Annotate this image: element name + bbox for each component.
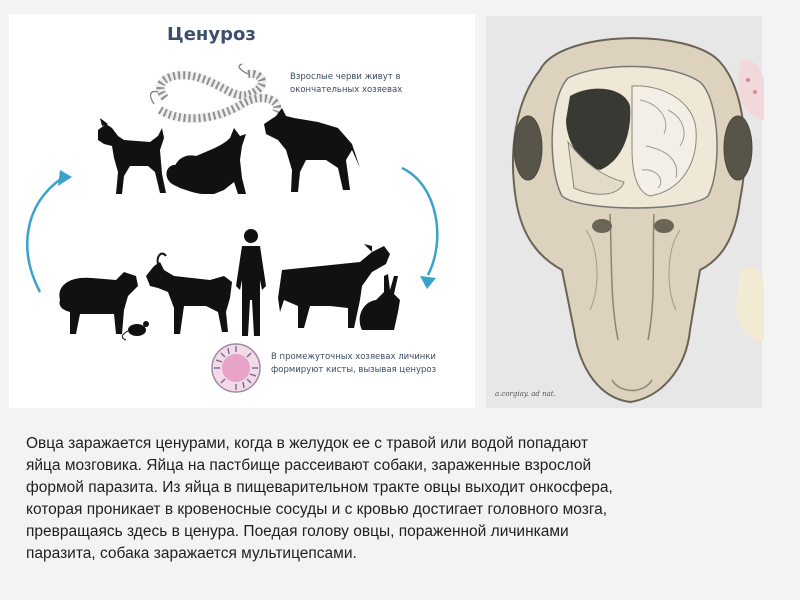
caption-larva-cysts: В промежуточных хозяевах личинки формируют кисты, вызывая ценуроз: [271, 352, 437, 375]
artist-signature: a.corgiay. ad nat.: [495, 390, 556, 398]
caption-adult-worms: Взрослые черви живут в окончательных хозяевах: [290, 72, 403, 95]
diagram-title: Ценуроз: [167, 24, 256, 45]
body-paragraph: Овца заражается ценурами, когда в желудок ее с травой или водой попадают яйца мозговика. Яйца на пастбище рассеивают собаки, зараженные взрослой формой паразита. Из яйца в пищеварительном тракте овцы выходит онкосфера, которая проникает в кровеносные сосуды и с кровью достигает головного мозга, превращаясь здесь в ценура. Поедая голову овцы, пораженной личинками паразита, собака заражается мультицепсами.: [26, 435, 613, 562]
skull-icon: [513, 38, 752, 402]
